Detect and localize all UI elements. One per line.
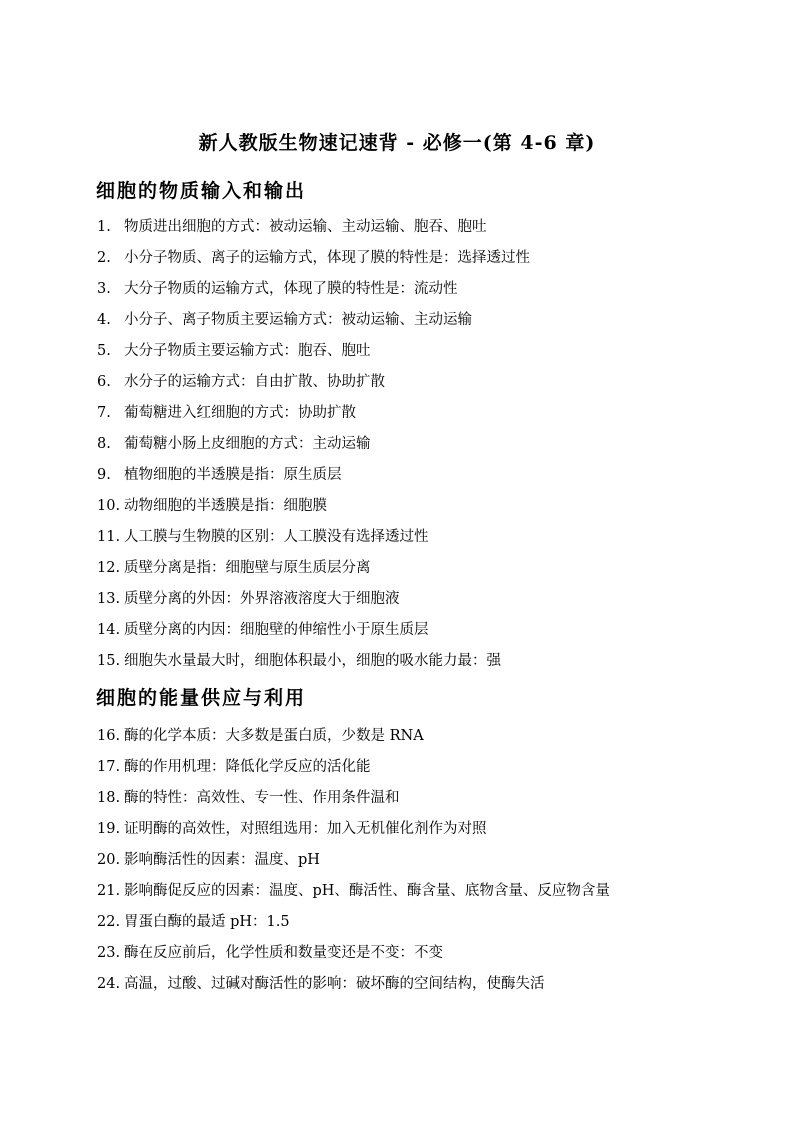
list-item bbox=[97, 434, 737, 465]
item-number: 22. bbox=[97, 914, 121, 930]
item-number: 20. bbox=[97, 852, 121, 868]
list-item bbox=[97, 341, 737, 372]
list-item bbox=[97, 757, 737, 788]
section-heading: 细胞的能量供应与利用 bbox=[96, 687, 307, 709]
item-number: 8. bbox=[97, 436, 111, 452]
list-item bbox=[97, 651, 737, 682]
list-item bbox=[97, 819, 737, 850]
item-number: 24. bbox=[97, 976, 121, 992]
list-item bbox=[97, 372, 737, 403]
item-text: 葡萄糖小肠上皮细胞的方式：主动运输 bbox=[124, 436, 371, 452]
item-number: 16. bbox=[97, 728, 121, 744]
item-text: 人工膜与生物膜的区别：人工膜没有选择透过性 bbox=[124, 529, 429, 545]
item-text: 胃蛋白酶的最适 pH：1.5 bbox=[124, 914, 290, 930]
list-item bbox=[97, 620, 737, 651]
section-list bbox=[97, 726, 737, 1005]
list-item bbox=[97, 850, 737, 881]
item-number: 7. bbox=[97, 405, 111, 421]
item-text: 酶的化学本质：大多数是蛋白质，少数是 RNA bbox=[124, 728, 424, 744]
item-text: 酶的特性：高效性、专一性、作用条件温和 bbox=[124, 790, 400, 806]
item-number: 1. bbox=[97, 219, 111, 235]
item-text: 水分子的运输方式：自由扩散、协助扩散 bbox=[124, 374, 385, 390]
item-text: 大分子物质的运输方式，体现了膜的特性是：流动性 bbox=[124, 281, 458, 297]
item-text: 小分子、离子物质主要运输方式：被动运输、主动运输 bbox=[124, 312, 472, 328]
item-text: 植物细胞的半透膜是指：原生质层 bbox=[124, 467, 342, 483]
item-number: 21. bbox=[97, 883, 121, 899]
item-number: 13. bbox=[97, 591, 121, 607]
item-text: 质壁分离是指：细胞壁与原生质层分离 bbox=[124, 560, 371, 576]
item-text: 证明酶的高效性，对照组选用：加入无机催化剂作为对照 bbox=[124, 821, 487, 837]
item-number: 19. bbox=[97, 821, 121, 837]
list-item bbox=[97, 558, 737, 589]
item-text: 大分子物质主要运输方式：胞吞、胞吐 bbox=[124, 343, 371, 359]
list-item bbox=[97, 310, 737, 341]
item-number: 17. bbox=[97, 759, 121, 775]
item-number: 12. bbox=[97, 560, 121, 576]
list-item bbox=[97, 279, 737, 310]
item-number: 18. bbox=[97, 790, 121, 806]
item-number: 6. bbox=[97, 374, 111, 390]
item-text: 高温，过酸、过碱对酶活性的影响：破坏酶的空间结构，使酶失活 bbox=[124, 976, 545, 992]
list-item bbox=[97, 527, 737, 558]
section-heading: 细胞的物质输入和输出 bbox=[96, 180, 307, 202]
list-item bbox=[97, 788, 737, 819]
item-number: 9. bbox=[97, 467, 111, 483]
list-item bbox=[97, 217, 737, 248]
item-number: 15. bbox=[97, 653, 121, 669]
item-number: 2. bbox=[97, 250, 111, 266]
list-item bbox=[97, 943, 737, 974]
item-text: 酶在反应前后，化学性质和数量变还是不变：不变 bbox=[124, 945, 443, 961]
item-text: 小分子物质、离子的运输方式，体现了膜的特性是：选择透过性 bbox=[124, 250, 530, 266]
item-number: 4. bbox=[97, 312, 111, 328]
list-item bbox=[97, 726, 737, 757]
list-item bbox=[97, 496, 737, 527]
item-text: 影响酶促反应的因素：温度、pH、酶活性、酶含量、底物含量、反应物含量 bbox=[124, 883, 610, 899]
item-text: 酶的作用机理：降低化学反应的活化能 bbox=[124, 759, 371, 775]
item-text: 动物细胞的半透膜是指：细胞膜 bbox=[124, 498, 327, 514]
list-item bbox=[97, 248, 737, 279]
item-number: 14. bbox=[97, 622, 121, 638]
item-text: 质壁分离的内因：细胞壁的伸缩性小于原生质层 bbox=[124, 622, 429, 638]
list-item bbox=[97, 465, 737, 496]
item-text: 质壁分离的外因：外界溶液溶度大于细胞液 bbox=[124, 591, 400, 607]
list-item bbox=[97, 589, 737, 620]
list-item bbox=[97, 912, 737, 943]
section-list bbox=[97, 217, 737, 682]
item-number: 5. bbox=[97, 343, 111, 359]
item-number: 23. bbox=[97, 945, 121, 961]
item-text: 影响酶活性的因素：温度、pH bbox=[124, 852, 320, 868]
list-item bbox=[97, 403, 737, 434]
item-text: 葡萄糖进入红细胞的方式：协助扩散 bbox=[124, 405, 356, 421]
item-number: 11. bbox=[97, 529, 121, 545]
list-item bbox=[97, 974, 737, 1005]
item-text: 细胞失水量最大时，细胞体积最小，细胞的吸水能力最：强 bbox=[124, 653, 501, 669]
page-title: 新人教版生物速记速背 - 必修一(第 4-6 章) bbox=[198, 132, 596, 154]
item-number: 3. bbox=[97, 281, 111, 297]
item-number: 10. bbox=[97, 498, 121, 514]
item-text: 物质进出细胞的方式：被动运输、主动运输、胞吞、胞吐 bbox=[124, 219, 487, 235]
list-item bbox=[97, 881, 737, 912]
